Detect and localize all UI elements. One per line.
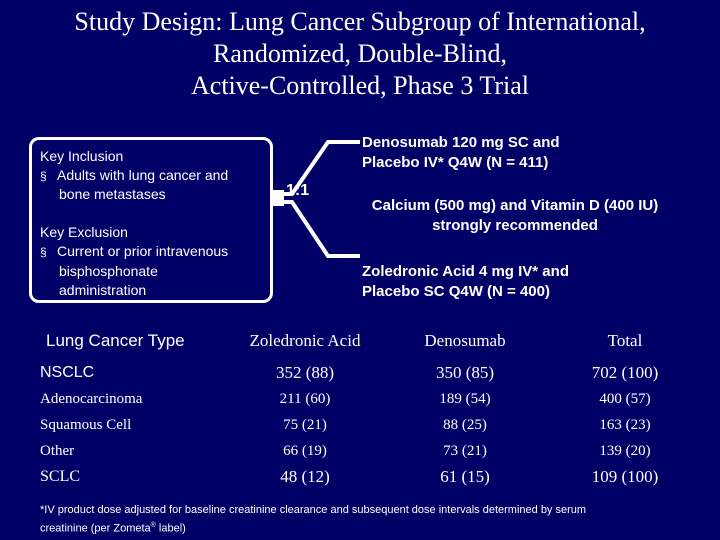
supplement-line-1: Calcium (500 mg) and Vitamin D (400 IU): [371, 197, 659, 214]
inclusion-heading: Key Inclusion: [40, 148, 124, 164]
lung-cancer-type-table: [40, 322, 700, 490]
randomization-ratio: 1:1: [286, 182, 310, 199]
cell-zoledronic: 211 (60): [279, 390, 331, 407]
arm-zoledronic-line-2: Placebo SC Q4W (N = 400): [362, 283, 550, 300]
title-line-1: Study Design: Lung Cancer Subgroup of International,: [74, 7, 646, 36]
footnote-line-2-prefix: creatinine (per Zometa: [40, 522, 151, 535]
inclusion-text-1: Adults with lung cancer and: [57, 167, 229, 183]
footnote-line-1: *IV product dose adjusted for baseline creatinine clearance and subsequent dose intervals determined by serum: [40, 504, 587, 516]
table-header-row: [40, 322, 700, 360]
header-lung-cancer-type: Lung Cancer Type: [46, 331, 185, 350]
row-label: Other: [40, 442, 75, 459]
row-label: Squamous Cell: [40, 416, 132, 433]
inclusion-text-2: bone metastases: [59, 186, 166, 202]
row-label: Adenocarcinoma: [40, 390, 143, 407]
exclusion-bullet-item: [40, 242, 228, 262]
exclusion-text-2: bisphosphonate: [59, 263, 158, 279]
arm-denosumab-line-1: Denosumab 120 mg SC and: [362, 134, 560, 151]
cell-zoledronic: 352 (88): [275, 363, 335, 382]
row-label: NSCLC: [40, 364, 95, 381]
cell-zoledronic: 48 (12): [280, 467, 330, 486]
title-line-2: Randomized, Double-Blind,: [213, 39, 507, 68]
arm-zoledronic-line-1: Zoledronic Acid 4 mg IV* and: [362, 263, 569, 280]
row-label: SCLC: [40, 468, 81, 485]
cell-denosumab: 189 (54): [439, 390, 491, 407]
cell-total: 702 (100): [591, 363, 659, 382]
table-row: [40, 438, 700, 464]
slide-title: [0, 6, 720, 102]
inclusion-bullet-item: [40, 166, 228, 186]
footnote-line-2: [40, 518, 680, 537]
footnote-line-2-suffix: label): [155, 522, 186, 535]
table-row: [40, 360, 700, 386]
footnote: [40, 503, 680, 537]
supplement-note: [340, 196, 690, 236]
cell-denosumab: 61 (15): [440, 467, 490, 486]
registered-mark: ®: [150, 522, 156, 529]
cell-denosumab: 88 (25): [443, 416, 487, 433]
table-row: [40, 412, 700, 438]
cell-zoledronic: 75 (21): [283, 416, 327, 433]
exclusion-heading: Key Exclusion: [40, 224, 128, 240]
header-denosumab: Denosumab: [424, 331, 506, 350]
title-line-3: Active-Controlled, Phase 3 Trial: [191, 71, 529, 100]
cell-total: 139 (20): [599, 442, 651, 459]
cell-total: 109 (100): [591, 467, 659, 486]
header-total: Total: [607, 331, 643, 350]
cell-total: 163 (23): [599, 416, 651, 433]
supplement-line-2: strongly recommended: [432, 217, 598, 234]
arm-denosumab-line-2: Placebo IV* Q4W (N = 411): [362, 154, 549, 171]
header-zoledronic-acid: Zoledronic Acid: [249, 331, 361, 350]
table-row: [40, 464, 700, 490]
cell-denosumab: 73 (21): [443, 442, 487, 459]
exclusion-text-3: administration: [59, 282, 147, 298]
exclusion-text-1: Current or prior intravenous: [57, 243, 229, 259]
cell-denosumab: 350 (85): [435, 363, 495, 382]
cell-total: 400 (57): [599, 390, 651, 407]
bullet-icon: §: [40, 245, 47, 259]
table-row: [40, 386, 700, 412]
bullet-icon: §: [40, 169, 47, 183]
cell-zoledronic: 66 (19): [283, 442, 327, 459]
